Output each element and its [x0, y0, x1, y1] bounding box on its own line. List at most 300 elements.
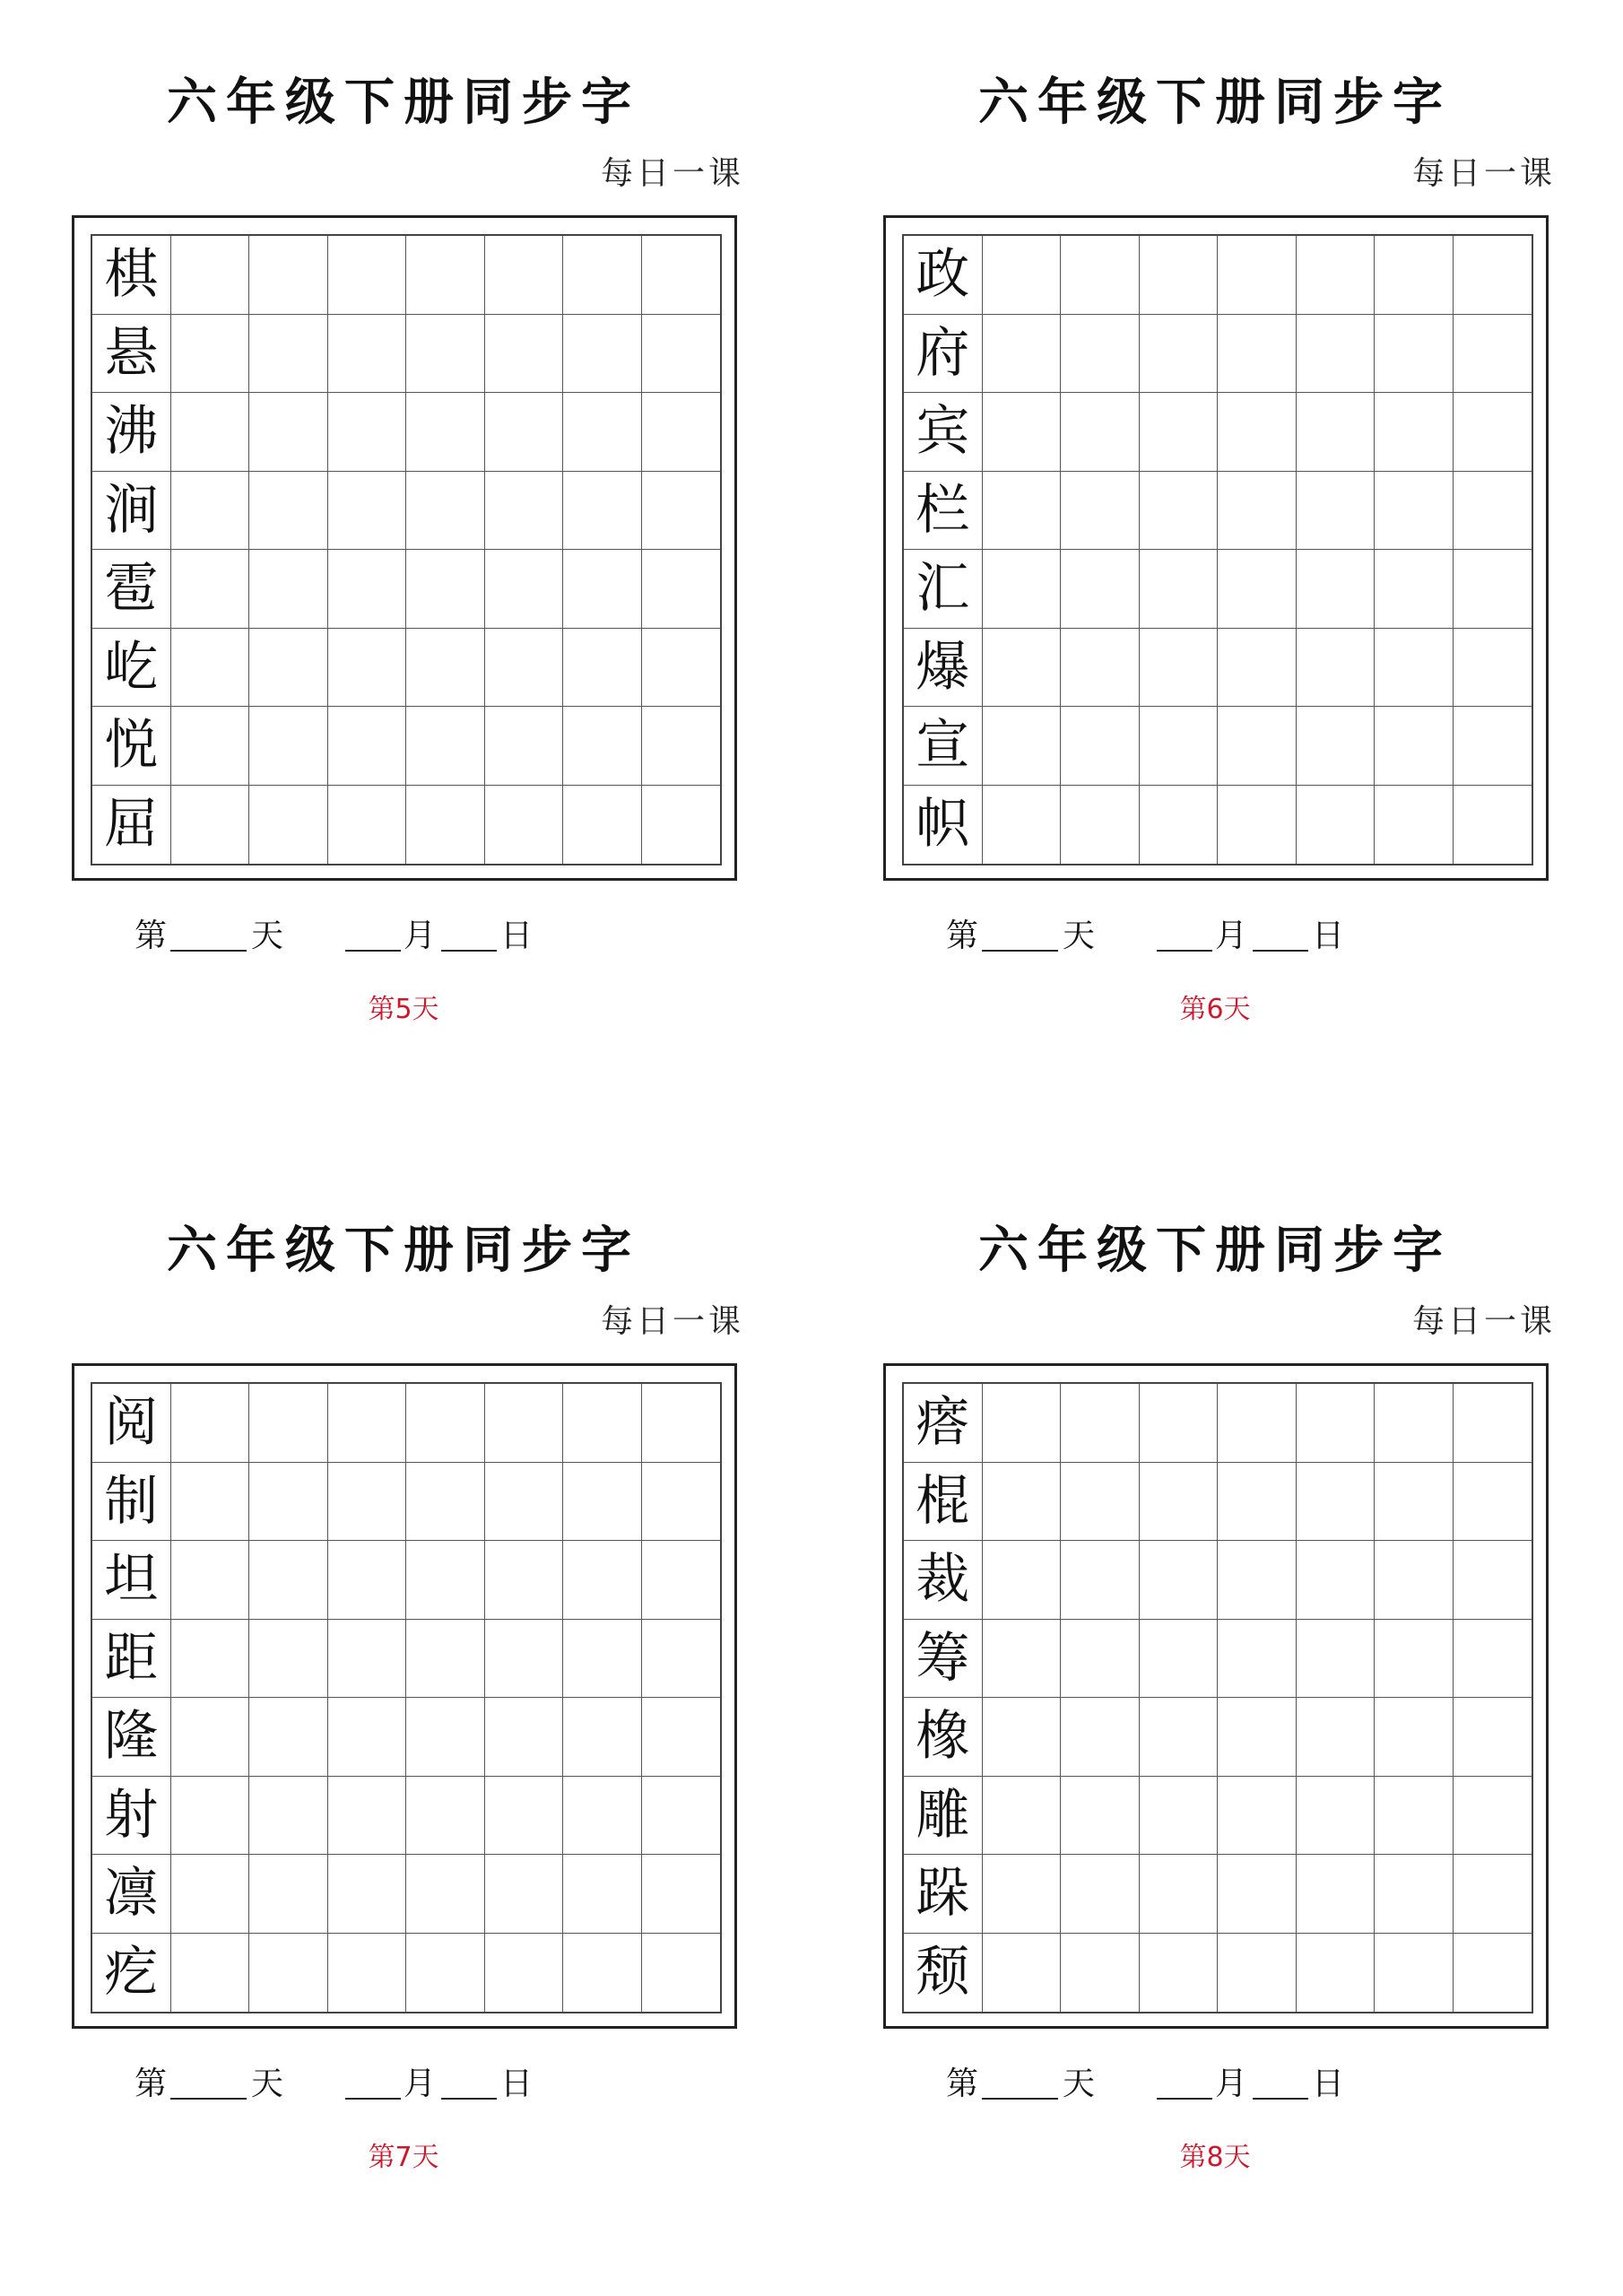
practice-cell[interactable] [983, 1463, 1062, 1542]
practice-cell[interactable] [563, 707, 642, 786]
practice-cell[interactable] [171, 472, 250, 551]
practice-cell[interactable] [1140, 472, 1219, 551]
practice-cell[interactable] [1218, 315, 1297, 394]
worksheet-title: 六年级下册同步字 [167, 73, 640, 132]
practice-cell[interactable] [249, 1384, 328, 1463]
practice-cell[interactable] [983, 393, 1062, 472]
practice-cell[interactable] [1454, 1855, 1532, 1934]
practice-cell[interactable] [1061, 1855, 1140, 1934]
practice-cell[interactable] [1061, 786, 1140, 865]
practice-cell[interactable] [563, 1463, 642, 1542]
practice-cell[interactable] [328, 707, 407, 786]
model-character: 雕 [904, 1777, 983, 1856]
date-di-label: 第 [946, 2066, 979, 2102]
practice-cell[interactable] [1375, 1620, 1454, 1699]
practice-cell[interactable] [1297, 1777, 1376, 1856]
practice-cell[interactable] [1454, 1934, 1532, 2013]
practice-cell[interactable] [1375, 236, 1454, 315]
practice-cell[interactable] [171, 1698, 250, 1777]
practice-cell[interactable] [1375, 1777, 1454, 1856]
practice-cell[interactable] [1297, 1620, 1376, 1699]
practice-frame [72, 1363, 737, 2029]
practice-cell[interactable] [1140, 315, 1219, 394]
practice-cell[interactable] [983, 550, 1062, 629]
practice-cell[interactable] [1061, 1620, 1140, 1699]
practice-cell[interactable] [1140, 1934, 1219, 2013]
practice-cell[interactable] [1297, 707, 1376, 786]
practice-cell[interactable] [563, 1934, 642, 2013]
practice-cell[interactable] [1375, 1698, 1454, 1777]
practice-cell[interactable] [485, 629, 564, 708]
practice-cell[interactable] [485, 236, 564, 315]
day-label: 第7天 [368, 2142, 439, 2173]
practice-cell[interactable] [1140, 1620, 1219, 1699]
practice-cell[interactable] [1218, 1463, 1297, 1542]
date-di-label: 第 [135, 2066, 168, 2102]
model-character: 棋 [92, 236, 171, 315]
practice-cell[interactable] [485, 786, 564, 865]
day-blank[interactable] [441, 950, 497, 952]
practice-cell[interactable] [249, 1777, 328, 1856]
practice-cell[interactable] [406, 629, 485, 708]
practice-cell[interactable] [642, 472, 721, 551]
practice-cell[interactable] [1061, 315, 1140, 394]
practice-cell[interactable] [328, 1698, 407, 1777]
practice-cell[interactable] [1218, 393, 1297, 472]
practice-cell[interactable] [485, 393, 564, 472]
practice-cell[interactable] [406, 1698, 485, 1777]
practice-cell[interactable] [171, 1855, 250, 1934]
practice-cell[interactable] [406, 1384, 485, 1463]
practice-cell[interactable] [1140, 1384, 1219, 1463]
practice-cell[interactable] [1375, 393, 1454, 472]
practice-cell[interactable] [1061, 472, 1140, 551]
day-number-blank[interactable] [982, 950, 1058, 952]
practice-cell[interactable] [1140, 786, 1219, 865]
practice-cell[interactable] [1061, 550, 1140, 629]
practice-cell[interactable] [1140, 550, 1219, 629]
practice-cell[interactable] [983, 1620, 1062, 1699]
practice-cell[interactable] [983, 786, 1062, 865]
practice-cell[interactable] [485, 1541, 564, 1620]
practice-cell[interactable] [1061, 1541, 1140, 1620]
model-character: 射 [92, 1777, 171, 1856]
practice-cell[interactable] [328, 1620, 407, 1699]
practice-cell[interactable] [328, 629, 407, 708]
practice-cell[interactable] [1061, 1463, 1140, 1542]
practice-cell[interactable] [983, 1384, 1062, 1463]
practice-cell[interactable] [1061, 236, 1140, 315]
practice-cell[interactable] [171, 786, 250, 865]
practice-cell[interactable] [642, 1698, 721, 1777]
practice-cell[interactable] [642, 1777, 721, 1856]
worksheet-title: 六年级下册同步字 [978, 1221, 1452, 1280]
practice-cell[interactable] [1297, 786, 1376, 865]
practice-cell[interactable] [1375, 786, 1454, 865]
practice-cell[interactable] [563, 236, 642, 315]
practice-cell[interactable] [171, 1541, 250, 1620]
practice-cell[interactable] [1061, 1777, 1140, 1856]
practice-cell[interactable] [1297, 1463, 1376, 1542]
practice-cell[interactable] [563, 1698, 642, 1777]
model-character: 隆 [92, 1698, 171, 1777]
practice-cell[interactable] [1140, 1777, 1219, 1856]
practice-cell[interactable] [642, 1620, 721, 1699]
practice-cell[interactable] [171, 550, 250, 629]
worksheet-panel-4 [812, 1148, 1601, 2224]
practice-cell[interactable] [642, 629, 721, 708]
practice-cell[interactable] [406, 472, 485, 551]
practice-cell[interactable] [171, 1777, 250, 1856]
practice-cell[interactable] [1297, 393, 1376, 472]
practice-grid [91, 234, 722, 865]
date-yue-label: 月 [404, 918, 437, 954]
practice-cell[interactable] [1218, 629, 1297, 708]
practice-cell[interactable] [485, 1698, 564, 1777]
practice-cell[interactable] [1454, 1541, 1532, 1620]
practice-cell[interactable] [1454, 1620, 1532, 1699]
practice-cell[interactable] [1454, 472, 1532, 551]
practice-cell[interactable] [1218, 786, 1297, 865]
practice-cell[interactable] [249, 1855, 328, 1934]
practice-cell[interactable] [171, 707, 250, 786]
model-character: 宣 [904, 707, 983, 786]
practice-cell[interactable] [1297, 1934, 1376, 2013]
day-number-blank[interactable] [170, 2098, 247, 2100]
practice-cell[interactable] [406, 786, 485, 865]
practice-cell[interactable] [983, 472, 1062, 551]
worksheet-subtitle: 每日一课 [600, 1303, 744, 1340]
practice-cell[interactable] [1218, 1934, 1297, 2013]
practice-cell[interactable] [642, 1934, 721, 2013]
practice-cell[interactable] [328, 1855, 407, 1934]
worksheet-panel-2 [812, 0, 1601, 1076]
month-blank[interactable] [1157, 2098, 1212, 2100]
practice-cell[interactable] [249, 1541, 328, 1620]
practice-cell[interactable] [249, 1934, 328, 2013]
practice-cell[interactable] [485, 1777, 564, 1856]
practice-cell[interactable] [328, 1934, 407, 2013]
worksheet-title: 六年级下册同步字 [167, 1221, 640, 1280]
practice-cell[interactable] [406, 1463, 485, 1542]
practice-cell[interactable] [1218, 1620, 1297, 1699]
practice-cell[interactable] [1375, 1463, 1454, 1542]
date-tian-label: 天 [1063, 2066, 1096, 2102]
model-character: 涧 [92, 472, 171, 551]
practice-cell[interactable] [328, 1463, 407, 1542]
practice-cell[interactable] [406, 1777, 485, 1856]
date-ri-label: 日 [500, 2066, 534, 2102]
date-tian-label: 天 [251, 2066, 284, 2102]
practice-cell[interactable] [406, 236, 485, 315]
practice-cell[interactable] [642, 1463, 721, 1542]
practice-cell[interactable] [983, 1698, 1062, 1777]
practice-cell[interactable] [1218, 707, 1297, 786]
practice-cell[interactable] [563, 550, 642, 629]
practice-cell[interactable] [563, 1777, 642, 1856]
day-number-blank[interactable] [982, 2098, 1058, 2100]
month-blank[interactable] [345, 2098, 401, 2100]
practice-cell[interactable] [485, 472, 564, 551]
practice-cell[interactable] [171, 1463, 250, 1542]
practice-cell[interactable] [328, 1541, 407, 1620]
practice-cell[interactable] [485, 707, 564, 786]
practice-cell[interactable] [642, 707, 721, 786]
practice-cell[interactable] [171, 393, 250, 472]
practice-cell[interactable] [642, 1384, 721, 1463]
practice-cell[interactable] [563, 315, 642, 394]
model-character: 距 [92, 1620, 171, 1699]
practice-cell[interactable] [563, 1620, 642, 1699]
practice-cell[interactable] [171, 1384, 250, 1463]
practice-cell[interactable] [1218, 236, 1297, 315]
practice-cell[interactable] [1375, 472, 1454, 551]
practice-cell[interactable] [406, 393, 485, 472]
practice-cell[interactable] [1297, 1384, 1376, 1463]
model-character: 坦 [92, 1541, 171, 1620]
practice-cell[interactable] [1061, 1934, 1140, 2013]
practice-cell[interactable] [1140, 707, 1219, 786]
practice-cell[interactable] [249, 550, 328, 629]
practice-cell[interactable] [1454, 393, 1532, 472]
practice-cell[interactable] [1140, 1541, 1219, 1620]
model-character: 沸 [92, 393, 171, 472]
day-blank[interactable] [1253, 950, 1308, 952]
practice-cell[interactable] [171, 236, 250, 315]
practice-cell[interactable] [563, 472, 642, 551]
practice-cell[interactable] [1140, 1463, 1219, 1542]
practice-cell[interactable] [1061, 1384, 1140, 1463]
date-line [135, 2058, 673, 2103]
practice-cell[interactable] [1375, 1855, 1454, 1934]
practice-cell[interactable] [249, 315, 328, 394]
date-line [946, 910, 1484, 955]
practice-cell[interactable] [1454, 1777, 1532, 1856]
model-character: 爆 [904, 629, 983, 708]
practice-cell[interactable] [642, 236, 721, 315]
practice-cell[interactable] [328, 315, 407, 394]
day-label: 第6天 [1179, 994, 1251, 1025]
practice-cell[interactable] [485, 1855, 564, 1934]
practice-cell[interactable] [563, 1541, 642, 1620]
practice-cell[interactable] [1297, 629, 1376, 708]
practice-cell[interactable] [328, 236, 407, 315]
practice-cell[interactable] [328, 472, 407, 551]
practice-cell[interactable] [1454, 1463, 1532, 1542]
practice-cell[interactable] [1061, 393, 1140, 472]
model-character: 屹 [92, 629, 171, 708]
model-character: 棍 [904, 1463, 983, 1542]
practice-cell[interactable] [328, 1384, 407, 1463]
date-yue-label: 月 [1215, 2066, 1248, 2102]
practice-cell[interactable] [983, 1855, 1062, 1934]
practice-cell[interactable] [328, 393, 407, 472]
practice-cell[interactable] [1218, 1384, 1297, 1463]
practice-cell[interactable] [249, 472, 328, 551]
practice-frame [883, 215, 1549, 881]
practice-cell[interactable] [983, 315, 1062, 394]
practice-cell[interactable] [642, 786, 721, 865]
practice-cell[interactable] [249, 1698, 328, 1777]
practice-cell[interactable] [1218, 472, 1297, 551]
practice-cell[interactable] [642, 315, 721, 394]
practice-cell[interactable] [1061, 707, 1140, 786]
practice-cell[interactable] [1454, 550, 1532, 629]
practice-cell[interactable] [328, 550, 407, 629]
practice-cell[interactable] [406, 1934, 485, 2013]
practice-grid [902, 1382, 1533, 2013]
model-character: 制 [92, 1463, 171, 1542]
date-ri-label: 日 [1312, 918, 1345, 954]
practice-cell[interactable] [1297, 550, 1376, 629]
model-character: 屈 [92, 786, 171, 865]
practice-cell[interactable] [1375, 1541, 1454, 1620]
model-character: 裁 [904, 1541, 983, 1620]
practice-cell[interactable] [485, 315, 564, 394]
practice-cell[interactable] [642, 1855, 721, 1934]
practice-cell[interactable] [485, 1934, 564, 2013]
model-character: 宾 [904, 393, 983, 472]
practice-cell[interactable] [1140, 236, 1219, 315]
worksheet-panel-1 [0, 0, 789, 1076]
practice-cell[interactable] [1375, 550, 1454, 629]
practice-cell[interactable] [171, 1620, 250, 1699]
practice-cell[interactable] [1297, 1541, 1376, 1620]
practice-cell[interactable] [983, 629, 1062, 708]
practice-cell[interactable] [249, 707, 328, 786]
practice-grid [91, 1382, 722, 2013]
practice-cell[interactable] [642, 1541, 721, 1620]
practice-cell[interactable] [485, 1620, 564, 1699]
worksheet-subtitle: 每日一课 [1411, 155, 1556, 192]
practice-cell[interactable] [406, 1855, 485, 1934]
practice-cell[interactable] [1454, 1698, 1532, 1777]
practice-cell[interactable] [1140, 1855, 1219, 1934]
practice-cell[interactable] [406, 315, 485, 394]
model-character: 汇 [904, 550, 983, 629]
practice-cell[interactable] [1061, 1698, 1140, 1777]
practice-cell[interactable] [249, 236, 328, 315]
practice-grid [902, 234, 1533, 865]
model-character: 栏 [904, 472, 983, 551]
practice-cell[interactable] [171, 315, 250, 394]
practice-cell[interactable] [1218, 1855, 1297, 1934]
practice-cell[interactable] [563, 393, 642, 472]
practice-cell[interactable] [1218, 1698, 1297, 1777]
practice-cell[interactable] [1218, 1541, 1297, 1620]
practice-cell[interactable] [1454, 236, 1532, 315]
practice-cell[interactable] [1297, 1855, 1376, 1934]
practice-cell[interactable] [328, 1777, 407, 1856]
model-character: 筹 [904, 1620, 983, 1699]
model-character: 疙 [92, 1934, 171, 2013]
date-di-label: 第 [135, 918, 168, 954]
practice-cell[interactable] [485, 1384, 564, 1463]
practice-cell[interactable] [1218, 1777, 1297, 1856]
practice-cell[interactable] [1140, 393, 1219, 472]
model-character: 凛 [92, 1855, 171, 1934]
model-character: 雹 [92, 550, 171, 629]
model-character: 颓 [904, 1934, 983, 2013]
practice-cell[interactable] [406, 1541, 485, 1620]
date-ri-label: 日 [500, 918, 534, 954]
model-character: 跺 [904, 1855, 983, 1934]
worksheet-panel-3 [0, 1148, 789, 2224]
day-blank[interactable] [1253, 2098, 1308, 2100]
practice-cell[interactable] [1454, 707, 1532, 786]
model-character: 瘩 [904, 1384, 983, 1463]
worksheet-title: 六年级下册同步字 [978, 73, 1452, 132]
practice-cell[interactable] [249, 786, 328, 865]
practice-cell[interactable] [983, 1934, 1062, 2013]
practice-cell[interactable] [1454, 315, 1532, 394]
practice-cell[interactable] [1454, 786, 1532, 865]
practice-cell[interactable] [1140, 1698, 1219, 1777]
practice-cell[interactable] [171, 629, 250, 708]
practice-cell[interactable] [1375, 1934, 1454, 2013]
practice-cell[interactable] [1375, 1384, 1454, 1463]
worksheet-subtitle: 每日一课 [1411, 1303, 1556, 1340]
practice-cell[interactable] [983, 1541, 1062, 1620]
practice-cell[interactable] [983, 707, 1062, 786]
practice-cell[interactable] [249, 1620, 328, 1699]
practice-cell[interactable] [563, 1384, 642, 1463]
practice-cell[interactable] [1375, 707, 1454, 786]
model-character: 悦 [92, 707, 171, 786]
month-blank[interactable] [345, 950, 401, 952]
practice-cell[interactable] [249, 629, 328, 708]
practice-cell[interactable] [1297, 315, 1376, 394]
practice-cell[interactable] [642, 550, 721, 629]
practice-cell[interactable] [1454, 629, 1532, 708]
day-number-blank[interactable] [170, 950, 247, 952]
practice-cell[interactable] [983, 1777, 1062, 1856]
month-blank[interactable] [1157, 950, 1212, 952]
practice-cell[interactable] [983, 236, 1062, 315]
practice-cell[interactable] [1375, 315, 1454, 394]
practice-cell[interactable] [406, 550, 485, 629]
practice-cell[interactable] [406, 707, 485, 786]
practice-cell[interactable] [1061, 629, 1140, 708]
model-character: 悬 [92, 315, 171, 394]
practice-cell[interactable] [563, 786, 642, 865]
practice-cell[interactable] [171, 1934, 250, 2013]
date-line [946, 2058, 1484, 2103]
practice-cell[interactable] [1297, 236, 1376, 315]
practice-cell[interactable] [1140, 629, 1219, 708]
date-ri-label: 日 [1312, 2066, 1345, 2102]
practice-cell[interactable] [1297, 472, 1376, 551]
practice-cell[interactable] [249, 393, 328, 472]
practice-cell[interactable] [563, 629, 642, 708]
date-yue-label: 月 [404, 2066, 437, 2102]
date-yue-label: 月 [1215, 918, 1248, 954]
practice-cell[interactable] [1375, 629, 1454, 708]
practice-cell[interactable] [485, 1463, 564, 1542]
model-character: 政 [904, 236, 983, 315]
date-di-label: 第 [946, 918, 979, 954]
practice-cell[interactable] [485, 550, 564, 629]
practice-cell[interactable] [642, 393, 721, 472]
practice-cell[interactable] [328, 786, 407, 865]
practice-cell[interactable] [1454, 1384, 1532, 1463]
practice-cell[interactable] [1218, 550, 1297, 629]
practice-cell[interactable] [1297, 1698, 1376, 1777]
practice-cell[interactable] [249, 1463, 328, 1542]
practice-cell[interactable] [563, 1855, 642, 1934]
practice-cell[interactable] [406, 1620, 485, 1699]
day-blank[interactable] [441, 2098, 497, 2100]
